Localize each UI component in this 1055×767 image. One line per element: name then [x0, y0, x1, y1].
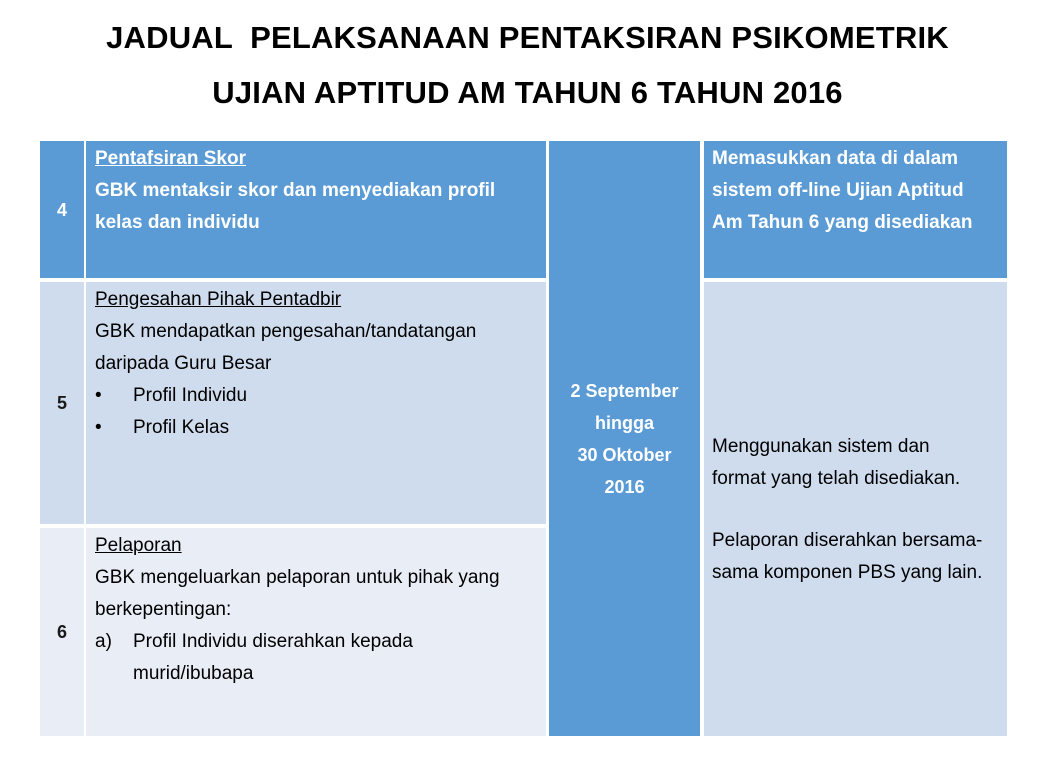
row-4-number — [40, 141, 84, 278]
activity-heading: Pentafsiran Skor — [95, 148, 246, 169]
row-4-activity — [86, 141, 546, 278]
list-marker — [95, 658, 133, 690]
page-title-line-1: JADUAL PELAKSANAAN PENTAKSIRAN PSIKOMETRIK — [106, 20, 949, 55]
remarks-line: format yang telah disediakan. — [712, 468, 961, 489]
paragraph-gap — [712, 495, 999, 525]
activity-heading: Pelaporan — [95, 535, 182, 556]
remarks-line: Pelaporan diserahkan bersama- — [712, 530, 983, 551]
remarks-line: Memasukkan data di dalam — [712, 148, 959, 169]
bullet-icon: • — [95, 385, 102, 406]
remarks-bottom — [704, 282, 1007, 736]
remarks-top — [704, 141, 1007, 278]
bullet-icon: • — [95, 417, 102, 438]
list-marker: a) — [95, 631, 112, 652]
row-5-activity — [86, 282, 546, 524]
activity-line: berkepentingan: — [95, 599, 232, 620]
remarks-line: sama komponen PBS yang lain. — [712, 562, 983, 583]
list-item — [95, 626, 538, 658]
bullet-item — [95, 412, 538, 444]
list-text: murid/ibubapa — [133, 663, 254, 684]
date-end: 30 Oktober — [577, 444, 672, 465]
activity-line: GBK mengeluarkan pelaporan untuk pihak yang — [95, 567, 500, 588]
date-year: 2016 — [604, 476, 645, 497]
remarks-line: Menggunakan sistem dan — [712, 436, 930, 457]
activity-heading: Pengesahan Pihak Pentadbir — [95, 289, 342, 310]
list-text: Profil Individu diserahkan kepada — [133, 631, 413, 652]
row-number-text: 6 — [56, 622, 67, 642]
row-number-text: 5 — [56, 393, 67, 413]
bullet-item — [95, 380, 538, 412]
activity-line: daripada Guru Besar — [95, 353, 272, 374]
date-separator: hingga — [595, 412, 654, 433]
remarks-line: sistem off-line Ujian Aptitud — [712, 180, 964, 201]
activity-line: GBK mentaksir skor dan menyediakan profil — [95, 180, 496, 201]
bullet-text: Profil Kelas — [133, 417, 230, 438]
row-6-number — [40, 528, 84, 736]
bullet-text: Profil Individu — [133, 385, 248, 406]
activity-line: kelas dan individu — [95, 212, 260, 233]
remarks-line: Am Tahun 6 yang disediakan — [712, 212, 973, 233]
row-number-text: 4 — [56, 199, 67, 220]
row-5-number — [40, 282, 84, 524]
activity-line: GBK mendapatkan pengesahan/tandatangan — [95, 321, 477, 342]
row-6-activity — [86, 528, 546, 736]
page-title-line-2: UJIAN APTITUD AM TAHUN 6 TAHUN 2016 — [212, 75, 843, 110]
date-start: 2 September — [570, 380, 679, 401]
list-item — [95, 658, 538, 690]
date-range-cell — [549, 141, 700, 736]
